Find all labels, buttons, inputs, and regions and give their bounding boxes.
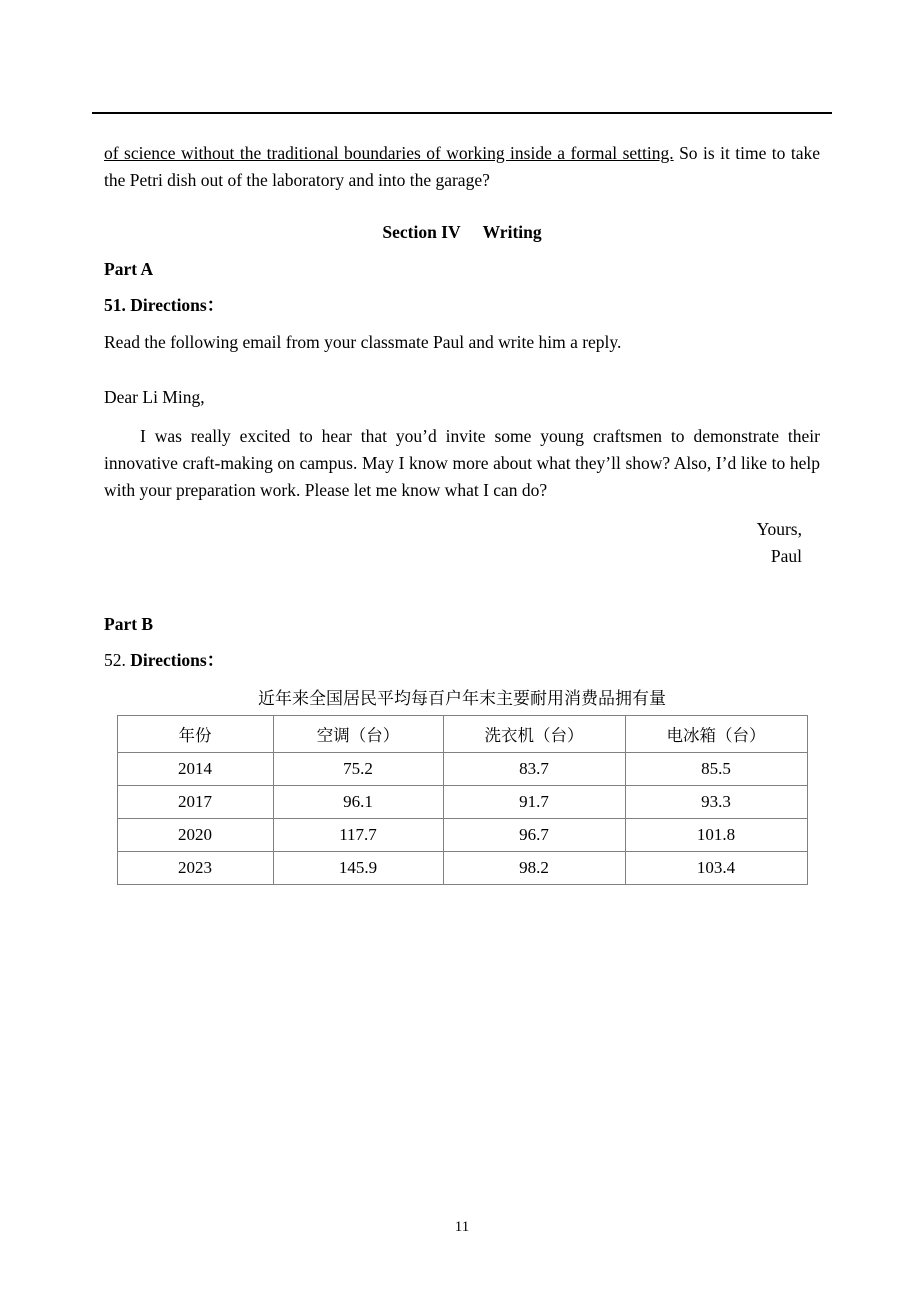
- continued-paragraph: [104, 140, 820, 194]
- table-row: [117, 753, 807, 786]
- table-cell: 98.2: [443, 852, 625, 885]
- table-row: [117, 786, 807, 819]
- section-heading: [104, 222, 820, 243]
- question-52-number: 52.: [104, 650, 126, 670]
- table-header-cell: 空调（台）: [273, 716, 443, 753]
- page-content: [104, 0, 820, 885]
- question-51-instruction: Read the following email from your classmate Paul and write him a reply.: [104, 332, 622, 352]
- part-b-label: Part B: [104, 614, 154, 634]
- table-cell: 2020: [117, 819, 273, 852]
- table-cell: 2014: [117, 753, 273, 786]
- consumer-durables-table: [117, 715, 808, 885]
- table-cell: 101.8: [625, 819, 807, 852]
- table-row: [117, 852, 807, 885]
- table-cell: 2023: [117, 852, 273, 885]
- email-signature: Paul: [770, 546, 802, 566]
- question-51-number: 51.: [104, 295, 126, 315]
- section-heading-left: Section IV: [382, 222, 461, 242]
- table-cell: 96.1: [273, 786, 443, 819]
- table-header-cell: 电冰箱（台）: [625, 716, 807, 753]
- continued-paragraph-underlined: of science without the traditional boundaries of working inside a formal setting.: [104, 143, 674, 163]
- table-caption: 近年来全国居民平均每百户年末主要耐用消费品拥有量: [258, 689, 666, 709]
- question-52-directions-label: Directions：: [130, 650, 225, 670]
- table-cell: 2017: [117, 786, 273, 819]
- table-cell: 117.7: [273, 819, 443, 852]
- email-body: I was really excited to hear that you’d invite some young craftsmen to demonstrate their innovative craft-making on campus. May I know more about what they’ll show? Also, I’d like to help with your preparation work. Please let me know what I can do?: [104, 426, 820, 500]
- table-header-cell: 年份: [117, 716, 273, 753]
- table-cell: 93.3: [625, 786, 807, 819]
- table-cell: 96.7: [443, 819, 625, 852]
- table-cell: 75.2: [273, 753, 443, 786]
- table-cell: 145.9: [273, 852, 443, 885]
- table-row: [117, 819, 807, 852]
- email-closing: Yours,: [756, 519, 802, 539]
- question-52-directions: [104, 647, 820, 672]
- table-cell: 83.7: [443, 753, 625, 786]
- question-51-directions: [104, 292, 820, 317]
- table-cell: 103.4: [625, 852, 807, 885]
- section-heading-right: Writing: [482, 222, 542, 242]
- continued-paragraph-rest: So is it time to take the Petri dish out of the laboratory and into the garage?: [104, 143, 820, 190]
- part-a-label: Part A: [104, 259, 154, 279]
- page-number: 11: [454, 1219, 470, 1235]
- table-cell: 91.7: [443, 786, 625, 819]
- question-51-directions-label: Directions：: [130, 295, 225, 315]
- table-header-cell: 洗衣机（台）: [443, 716, 625, 753]
- email-salutation: Dear Li Ming,: [104, 387, 205, 407]
- table-cell: 85.5: [625, 753, 807, 786]
- table-header-row: [117, 716, 807, 753]
